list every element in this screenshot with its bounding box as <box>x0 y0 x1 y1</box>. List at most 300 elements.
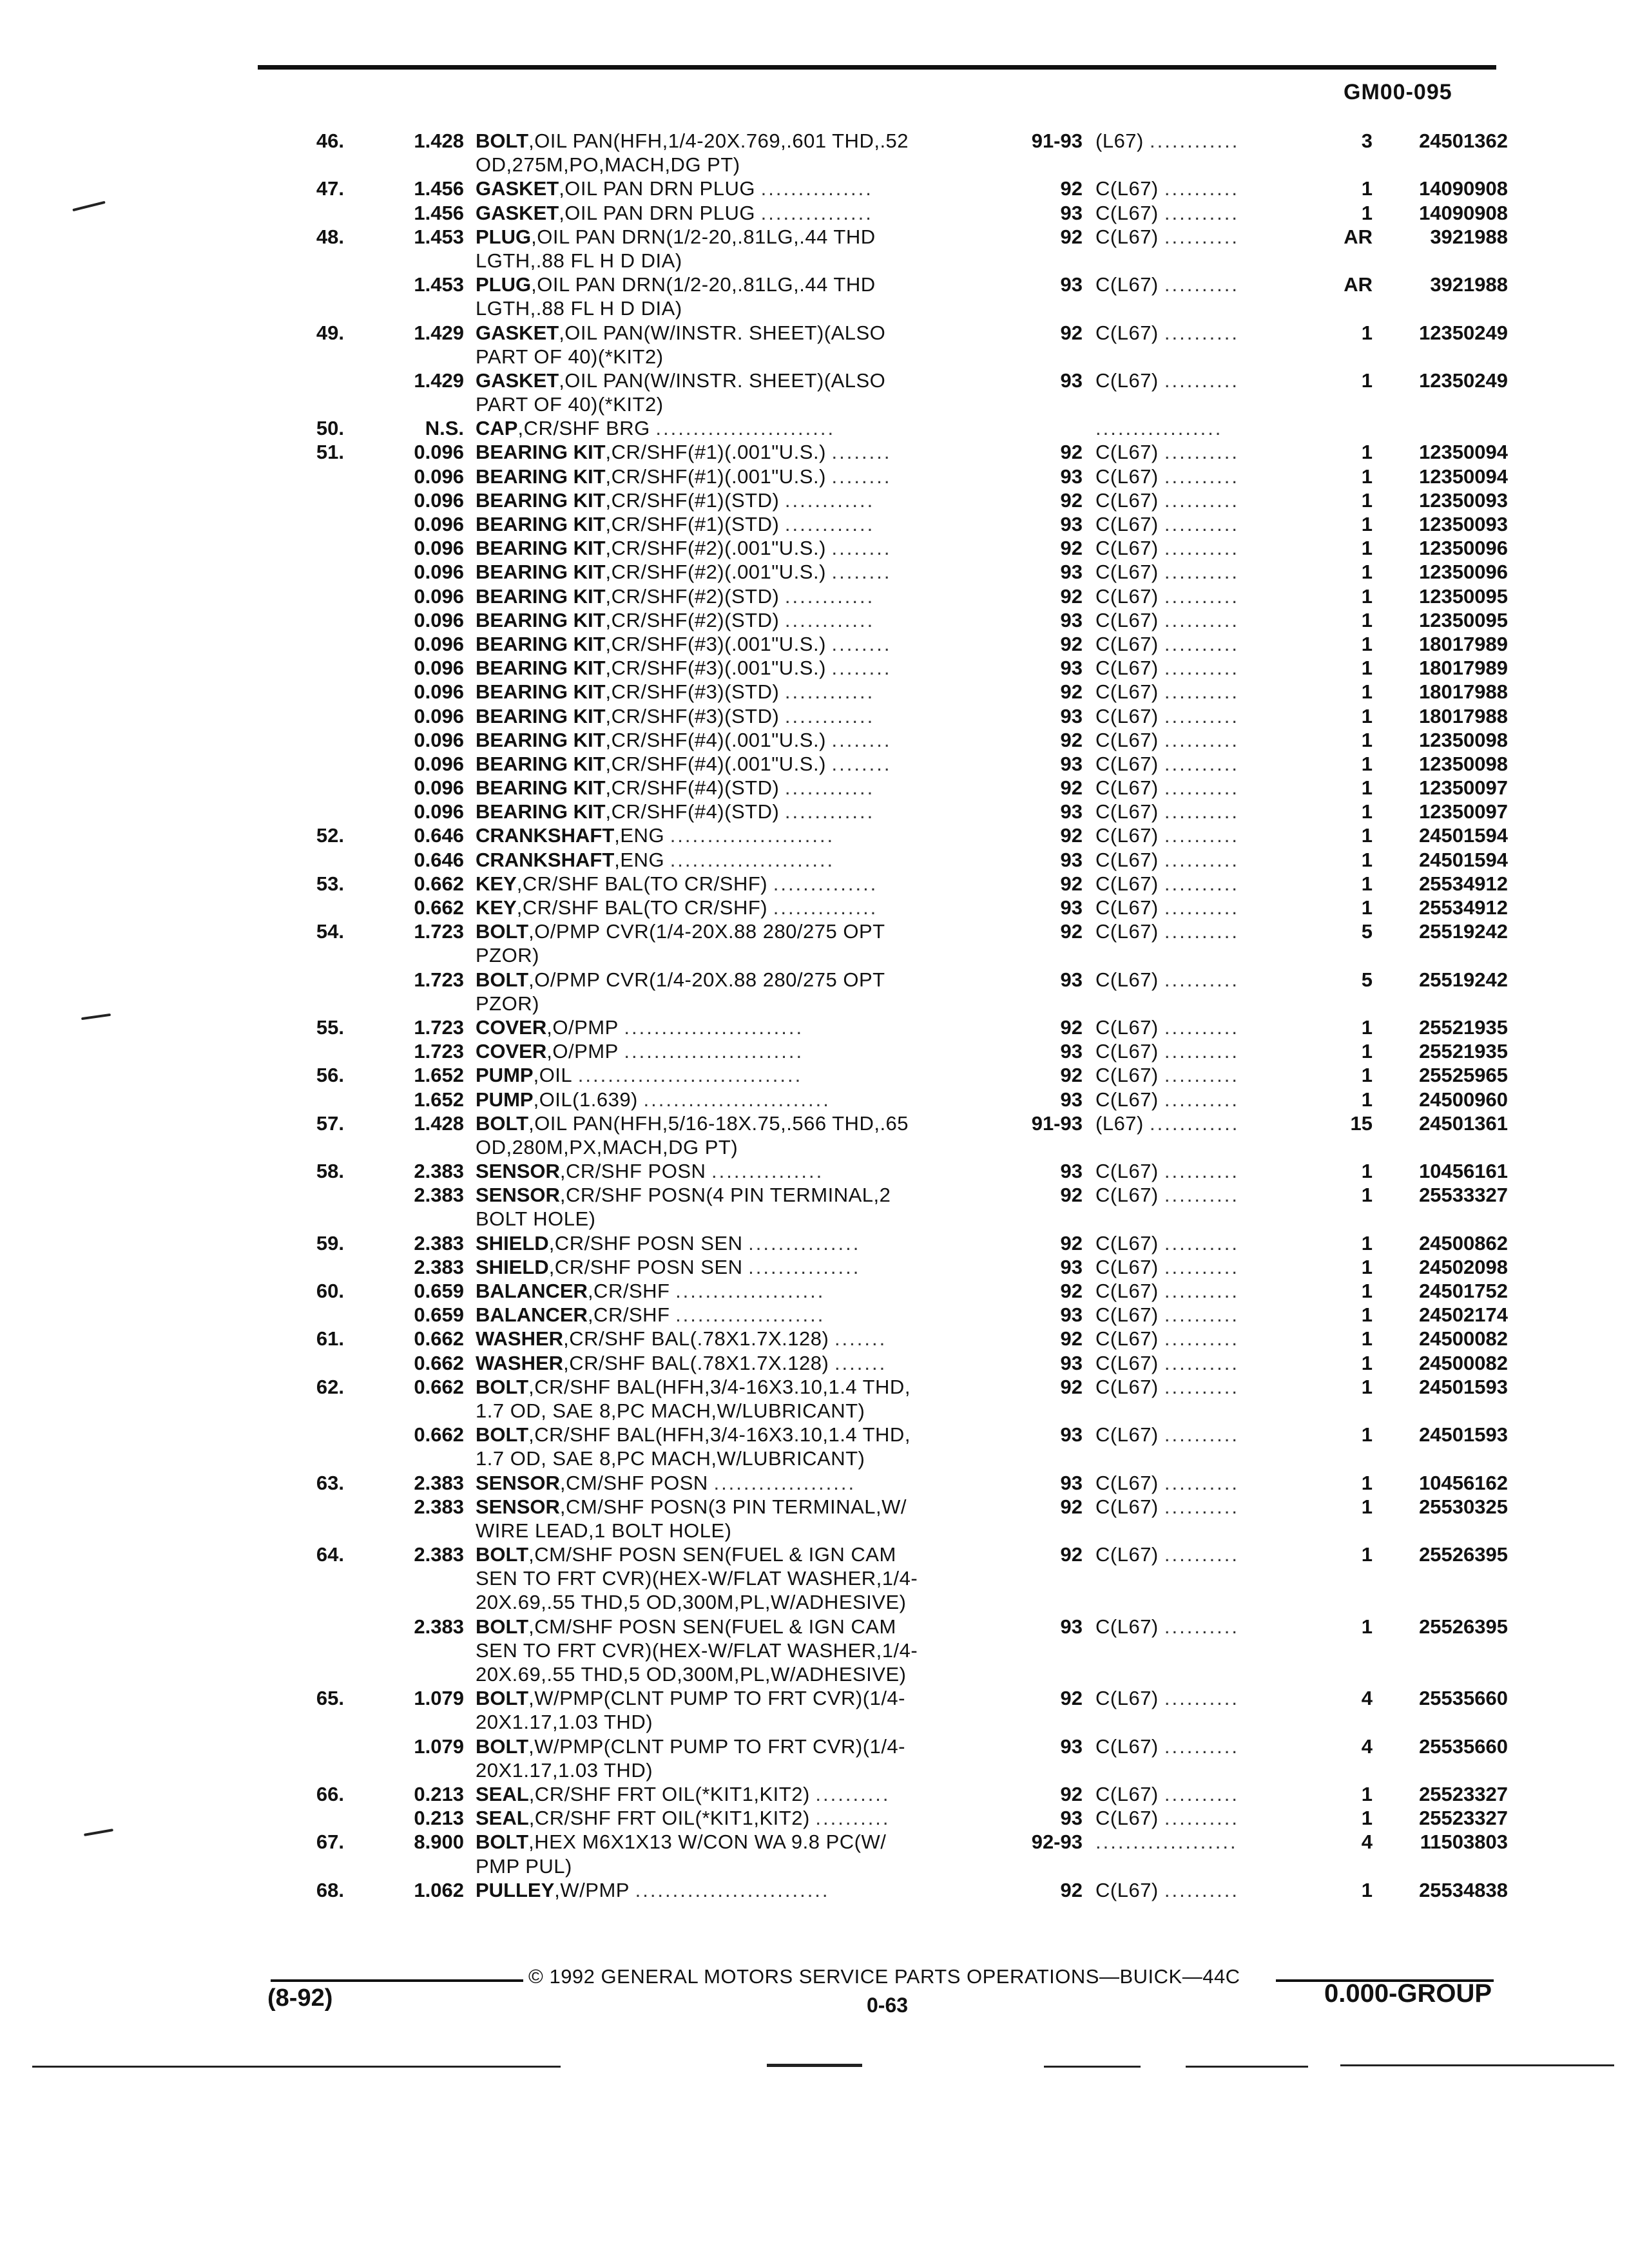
leader-dots: ........ <box>831 728 892 751</box>
part-spec: ,CR/SHF <box>587 1303 670 1327</box>
group-number: 0.096 <box>414 680 464 704</box>
quantity: 1 <box>1361 1471 1373 1494</box>
part-description <box>476 823 1004 847</box>
part-spec: ,CR/SHF(#1)(STD) <box>605 513 780 535</box>
part-number: 12350094 <box>1419 465 1508 488</box>
part-spec: ,OIL <box>533 1064 573 1087</box>
group-number: 0.096 <box>414 776 464 800</box>
model-year: 93 <box>1060 1735 1083 1758</box>
ref-number: 50. <box>316 417 344 440</box>
part-name: BEARING KIT <box>476 704 606 727</box>
model-year: 93 <box>1060 1615 1083 1638</box>
group-number: 2.383 <box>414 1184 464 1207</box>
model-code-text: C(L67) <box>1095 1878 1159 1901</box>
model-code-text: C(L67) <box>1095 465 1159 488</box>
part-name: KEY <box>476 872 517 895</box>
model-code <box>1095 680 1315 704</box>
ref-number: 60. <box>316 1280 344 1302</box>
model-year: 93 <box>1060 1160 1083 1183</box>
model-year: 92 <box>1060 824 1083 847</box>
part-description <box>476 273 1004 296</box>
part-number: 18017988 <box>1419 704 1508 727</box>
model-code <box>1095 823 1315 847</box>
part-spec: ,CR/SHF BAL(TO CR/SHF) <box>516 872 768 895</box>
part-description <box>476 656 1004 680</box>
part-row <box>0 608 1629 632</box>
model-code <box>1095 1111 1315 1135</box>
part-number: 24500862 <box>1419 1231 1508 1254</box>
ref-number: 65. <box>316 1687 344 1710</box>
part-description <box>476 896 1004 919</box>
description-continuation: LGTH,.88 FL H D DIA) <box>476 249 682 272</box>
quantity: 1 <box>1361 657 1373 680</box>
ref-number: 54. <box>316 920 344 943</box>
group-number: 1.453 <box>414 273 464 296</box>
description-continuation: PMP PUL) <box>476 1854 572 1878</box>
part-description <box>476 1375 1004 1399</box>
part-name: BEARING KIT <box>476 728 606 751</box>
quantity: 1 <box>1361 1280 1373 1302</box>
part-name: BEARING KIT <box>476 584 606 608</box>
quantity: 1 <box>1361 728 1373 751</box>
model-year: 93 <box>1060 1807 1083 1830</box>
model-year: 92 <box>1060 1375 1083 1398</box>
ref-number: 58. <box>316 1160 344 1183</box>
model-code-text: C(L67) <box>1095 1064 1159 1087</box>
quantity: 1 <box>1361 872 1373 895</box>
part-row <box>0 321 1629 345</box>
part-name: BOLT <box>476 1111 529 1135</box>
group-number: 0.662 <box>414 1327 464 1350</box>
model-code-text: C(L67) <box>1095 1735 1159 1758</box>
model-code-text: (L67) <box>1095 1111 1144 1135</box>
part-name: SEAL <box>476 1807 529 1830</box>
model-year: 93 <box>1060 1303 1083 1327</box>
part-number: 24501362 <box>1419 130 1508 152</box>
model-code <box>1095 273 1315 296</box>
part-number: 12350249 <box>1419 369 1508 392</box>
part-name: KEY <box>476 896 517 919</box>
part-spec: ,CR/SHF FRT OIL(*KIT1,KIT2) <box>528 1807 810 1830</box>
part-description <box>476 1830 1004 1854</box>
part-row <box>0 440 1629 464</box>
part-description <box>476 1806 1004 1830</box>
part-description-continuation <box>0 1854 1629 1878</box>
leader-dots: .......... <box>1164 1543 1240 1566</box>
quantity: 1 <box>1361 1160 1373 1183</box>
quantity: 1 <box>1361 1327 1373 1350</box>
part-spec: ,CR/SHF(#4)(STD) <box>605 776 780 800</box>
model-code-text: C(L67) <box>1095 1231 1159 1254</box>
quantity: 1 <box>1361 1015 1373 1039</box>
leader-dots: .......... <box>1164 1423 1240 1446</box>
quantity: 1 <box>1361 1807 1373 1830</box>
group-number: 0.659 <box>414 1303 464 1327</box>
model-year: 93 <box>1060 1088 1083 1111</box>
model-code-text: C(L67) <box>1095 680 1159 704</box>
leader-dots: .......... <box>1164 1351 1240 1374</box>
part-name: GASKET <box>476 321 559 344</box>
ref-number: 48. <box>316 225 344 248</box>
part-name: SENSOR <box>476 1495 560 1518</box>
leader-dots: ............... <box>711 1160 824 1183</box>
part-description-continuation <box>0 345 1629 369</box>
group-number: 0.662 <box>414 1351 464 1374</box>
part-name: BOLT <box>476 1687 529 1710</box>
group-number: 0.662 <box>414 1375 464 1398</box>
model-code <box>1095 1231 1315 1255</box>
part-spec: ,W/PMP(CLNT PUMP TO FRT CVR)(1/4- <box>528 1687 905 1710</box>
group-number: 2.383 <box>414 1255 464 1278</box>
model-code <box>1095 1686 1315 1710</box>
part-number: 10456161 <box>1419 1160 1508 1183</box>
part-row <box>0 273 1629 296</box>
model-code-text: C(L67) <box>1095 632 1159 655</box>
part-row <box>0 1878 1629 1902</box>
part-number: 14090908 <box>1419 201 1508 224</box>
ref-number: 47. <box>316 177 344 200</box>
description-continuation: 1.7 OD, SAE 8,PC MACH,W/LUBRICANT) <box>476 1399 865 1422</box>
leader-dots: .......... <box>1164 1782 1240 1805</box>
model-code-text: C(L67) <box>1095 273 1159 296</box>
part-row <box>0 1782 1629 1806</box>
model-code-text: C(L67) <box>1095 1423 1159 1446</box>
leader-dots: .......... <box>1164 584 1240 608</box>
part-name: BOLT <box>476 920 529 943</box>
part-row <box>0 896 1629 919</box>
model-year: 93 <box>1060 1255 1083 1278</box>
part-name: BEARING KIT <box>476 608 606 631</box>
part-number: 25519242 <box>1419 920 1508 943</box>
group-number: 2.383 <box>414 1231 464 1254</box>
leader-dots: .......... <box>1164 752 1240 775</box>
part-name: BALANCER <box>476 1303 588 1327</box>
part-row <box>0 225 1629 249</box>
part-spec: ,CR/SHF(#2)(.001"U.S.) <box>605 537 826 560</box>
model-code-text: C(L67) <box>1095 1807 1159 1830</box>
leader-dots: .......... <box>1164 201 1240 224</box>
part-row <box>0 1088 1629 1111</box>
part-description <box>476 1231 1004 1255</box>
part-spec: ,CR/SHF(#1)(STD) <box>605 488 780 512</box>
part-row <box>0 1015 1629 1039</box>
model-code <box>1095 512 1315 536</box>
part-row <box>0 1830 1629 1854</box>
part-description <box>476 416 1004 440</box>
part-description <box>476 872 1004 896</box>
part-row <box>0 1255 1629 1279</box>
part-description <box>476 1495 1004 1519</box>
part-description-continuation <box>0 296 1629 320</box>
part-name: SENSOR <box>476 1184 560 1207</box>
leader-dots: .......... <box>1164 441 1240 464</box>
quantity: 1 <box>1361 1423 1373 1446</box>
model-year: 92 <box>1060 1543 1083 1566</box>
description-continuation: OD,275M,PO,MACH,DG PT) <box>476 153 740 177</box>
model-code-text: C(L67) <box>1095 608 1159 631</box>
description-continuation: PZOR) <box>476 992 539 1015</box>
part-number: 25530325 <box>1419 1495 1508 1518</box>
part-spec: ,O/PMP <box>546 1015 619 1039</box>
ref-number: 59. <box>316 1231 344 1254</box>
model-year: 92 <box>1060 1015 1083 1039</box>
part-description <box>476 321 1004 345</box>
group-number: 0.662 <box>414 896 464 919</box>
model-code <box>1095 872 1315 896</box>
model-code <box>1095 632 1315 656</box>
copyright-line: © 1992 GENERAL MOTORS SERVICE PARTS OPERATIONS—BUICK—44C <box>528 1965 1240 1988</box>
leader-dots: .......... <box>1164 1088 1240 1111</box>
model-code-text: C(L67) <box>1095 872 1159 895</box>
model-code-text: C(L67) <box>1095 657 1159 680</box>
quantity: 1 <box>1361 561 1373 584</box>
leader-dots: .......... <box>1164 513 1240 535</box>
leader-dots: .......... <box>1164 1735 1240 1758</box>
part-spec: ,CR/SHF(#4)(.001"U.S.) <box>605 728 826 751</box>
leader-dots: .......... <box>1164 968 1240 991</box>
model-year: 91-93 <box>1031 130 1083 152</box>
model-code <box>1095 800 1315 823</box>
model-year: 93 <box>1060 513 1083 535</box>
group-number: 1.456 <box>414 177 464 200</box>
part-number: 25533327 <box>1419 1184 1508 1207</box>
part-row <box>0 1423 1629 1446</box>
part-spec: ,CR/SHF(#1)(.001"U.S.) <box>605 441 826 464</box>
model-year: 93 <box>1060 848 1083 871</box>
group-number: 0.096 <box>414 704 464 727</box>
group-number: 1.652 <box>414 1088 464 1111</box>
part-spec: ,OIL PAN DRN(1/2-20,.81LG,.44 THD <box>531 273 876 296</box>
part-number: 12350095 <box>1419 608 1508 631</box>
quantity: 1 <box>1361 441 1373 464</box>
part-description <box>476 1351 1004 1375</box>
model-code <box>1095 1782 1315 1806</box>
part-name: BOLT <box>476 1543 529 1566</box>
scan-edge-line-left <box>32 2066 561 2068</box>
model-year: 92 <box>1060 537 1083 560</box>
part-spec: ,CM/SHF POSN SEN(FUEL & IGN CAM <box>528 1543 896 1566</box>
quantity: 1 <box>1361 1184 1373 1207</box>
quantity: 1 <box>1361 1255 1373 1278</box>
part-spec: ,O/PMP CVR(1/4-20X.88 280/275 OPT <box>528 920 885 943</box>
part-number: 12350097 <box>1419 776 1508 800</box>
quantity: 1 <box>1361 776 1373 800</box>
ref-number: 52. <box>316 824 344 847</box>
leader-dots: .......... <box>1164 632 1240 655</box>
part-number: 3921988 <box>1430 225 1508 248</box>
part-description <box>476 1088 1004 1111</box>
part-description-continuation <box>0 1519 1629 1542</box>
model-year: 92 <box>1060 680 1083 704</box>
model-year: 92 <box>1060 1064 1083 1087</box>
model-code <box>1095 1423 1315 1446</box>
ref-number: 62. <box>316 1375 344 1398</box>
part-spec: ,CR/SHF POSN(4 PIN TERMINAL,2 <box>559 1184 891 1207</box>
part-row <box>0 1039 1629 1063</box>
group-number: 2.383 <box>414 1543 464 1566</box>
part-description <box>476 1471 1004 1495</box>
part-name: BOLT <box>476 1615 529 1638</box>
part-name: PUMP <box>476 1088 534 1111</box>
leader-dots: .......... <box>1164 920 1240 943</box>
part-description <box>476 752 1004 776</box>
model-code-text: C(L67) <box>1095 321 1159 344</box>
group-number: 0.096 <box>414 632 464 655</box>
model-code-text: C(L67) <box>1095 704 1159 727</box>
part-number: 18017989 <box>1419 657 1508 680</box>
quantity: 1 <box>1361 752 1373 775</box>
model-code <box>1095 1471 1315 1495</box>
leader-dots: ................. <box>1095 417 1223 440</box>
page-number: 0-63 <box>867 1994 909 2017</box>
model-code-text: C(L67) <box>1095 896 1159 919</box>
part-spec: ,ENG <box>614 824 665 847</box>
model-code <box>1095 1351 1315 1375</box>
leader-dots: .......... <box>1164 1807 1240 1830</box>
group-number: 1.723 <box>414 920 464 943</box>
leader-dots: .......... <box>1164 776 1240 800</box>
quantity: 1 <box>1361 1040 1373 1063</box>
quantity: 1 <box>1361 848 1373 871</box>
part-description <box>476 1303 1004 1327</box>
model-code <box>1095 488 1315 512</box>
group-number: 0.213 <box>414 1807 464 1830</box>
part-description <box>476 1686 1004 1710</box>
part-number: 24501594 <box>1419 824 1508 847</box>
quantity: 1 <box>1361 584 1373 608</box>
part-number: 25526395 <box>1419 1543 1508 1566</box>
quantity: 1 <box>1361 537 1373 560</box>
leader-dots: ............... <box>760 201 873 224</box>
model-year: 92 <box>1060 177 1083 200</box>
group-number: 0.659 <box>414 1280 464 1302</box>
leader-dots: ........ <box>831 752 892 775</box>
ref-number: 49. <box>316 321 344 344</box>
part-description <box>476 1327 1004 1350</box>
model-code <box>1095 1327 1315 1350</box>
part-name: BOLT <box>476 1423 529 1446</box>
quantity: 4 <box>1361 1735 1373 1758</box>
part-name: SHIELD <box>476 1231 549 1254</box>
model-code <box>1095 1735 1315 1758</box>
leader-dots: .......... <box>1164 1040 1240 1063</box>
part-number: 12350097 <box>1419 800 1508 823</box>
description-continuation: LGTH,.88 FL H D DIA) <box>476 297 682 320</box>
quantity: 1 <box>1361 513 1373 535</box>
leader-dots: .......... <box>1164 1327 1240 1350</box>
quantity: 1 <box>1361 465 1373 488</box>
ref-number: 55. <box>316 1015 344 1039</box>
part-row <box>0 1686 1629 1710</box>
part-spec: ,CR/SHF(#2)(STD) <box>605 608 780 631</box>
part-row <box>0 1303 1629 1327</box>
part-number: 25535660 <box>1419 1687 1508 1710</box>
part-row <box>0 1375 1629 1399</box>
leader-dots: ........ <box>831 441 892 464</box>
leader-dots: ...................... <box>670 824 835 847</box>
model-year: 92 <box>1060 872 1083 895</box>
part-description-continuation <box>0 1710 1629 1734</box>
part-number: 24501594 <box>1419 848 1508 871</box>
part-row <box>0 1495 1629 1519</box>
part-name: PULLEY <box>476 1878 555 1901</box>
model-code <box>1095 656 1315 680</box>
group-number: 0.096 <box>414 513 464 535</box>
quantity: 1 <box>1361 632 1373 655</box>
part-number: 12350093 <box>1419 488 1508 512</box>
part-description <box>476 488 1004 512</box>
part-name: PUMP <box>476 1064 534 1087</box>
part-description <box>476 1423 1004 1446</box>
model-year: 92 <box>1060 1878 1083 1901</box>
leader-dots: .......... <box>1164 608 1240 631</box>
group-number: 0.646 <box>414 824 464 847</box>
part-description <box>476 560 1004 584</box>
model-code-text: (L67) <box>1095 130 1144 152</box>
part-row <box>0 1542 1629 1566</box>
leader-dots: .......... <box>1164 1615 1240 1638</box>
leader-dots: ......................... <box>643 1088 831 1111</box>
quantity: 1 <box>1361 1615 1373 1638</box>
part-description <box>476 632 1004 656</box>
part-spec: ,CR/SHF BAL(.78X1.7X.128) <box>563 1351 829 1374</box>
part-spec: ,OIL PAN(W/INSTR. SHEET)(ALSO <box>559 321 886 344</box>
part-number: 12350098 <box>1419 752 1508 775</box>
part-spec: ,CR/SHF(#3)(STD) <box>605 680 780 704</box>
model-code-text: C(L67) <box>1095 369 1159 392</box>
leader-dots: .......... <box>1164 657 1240 680</box>
model-year: 93 <box>1060 1040 1083 1063</box>
model-code-text: C(L67) <box>1095 1255 1159 1278</box>
group-number: 0.096 <box>414 488 464 512</box>
leader-dots: ....... <box>834 1351 887 1374</box>
model-code <box>1095 1303 1315 1327</box>
part-name: COVER <box>476 1040 547 1063</box>
ref-number: 46. <box>316 130 344 152</box>
part-spec: ,CR/SHF POSN SEN <box>548 1231 743 1254</box>
group-number: 0.662 <box>414 1423 464 1446</box>
part-description <box>476 848 1004 872</box>
model-code-text: C(L67) <box>1095 513 1159 535</box>
part-name: PLUG <box>476 273 532 296</box>
model-year: 93 <box>1060 465 1083 488</box>
quantity: 1 <box>1361 177 1373 200</box>
description-continuation: 1.7 OD, SAE 8,PC MACH,W/LUBRICANT) <box>476 1447 865 1470</box>
part-description <box>476 1255 1004 1279</box>
part-number: 25525965 <box>1419 1064 1508 1087</box>
model-code <box>1095 1015 1315 1039</box>
part-description-continuation <box>0 1135 1629 1159</box>
quantity: 3 <box>1361 130 1373 152</box>
part-row <box>0 919 1629 943</box>
leader-dots: ................... <box>1095 1831 1238 1854</box>
part-number: 18017989 <box>1419 632 1508 655</box>
model-code <box>1095 201 1315 225</box>
part-spec: ,CR/SHF(#3)(.001"U.S.) <box>605 657 826 680</box>
group-number: 1.723 <box>414 968 464 991</box>
part-number: 12350095 <box>1419 584 1508 608</box>
model-code <box>1095 896 1315 919</box>
part-spec: ,CR/SHF FRT OIL(*KIT1,KIT2) <box>528 1782 810 1805</box>
part-spec: ,W/PMP <box>554 1878 630 1901</box>
leader-dots: .......... <box>1164 1280 1240 1302</box>
part-row <box>0 632 1629 656</box>
group-number: 8.900 <box>414 1831 464 1854</box>
leader-dots: .......... <box>1164 561 1240 584</box>
part-description-continuation <box>0 1758 1629 1782</box>
quantity: 1 <box>1361 608 1373 631</box>
description-continuation: SEN TO FRT CVR)(HEX-W/FLAT WASHER,1/4- <box>476 1639 918 1662</box>
